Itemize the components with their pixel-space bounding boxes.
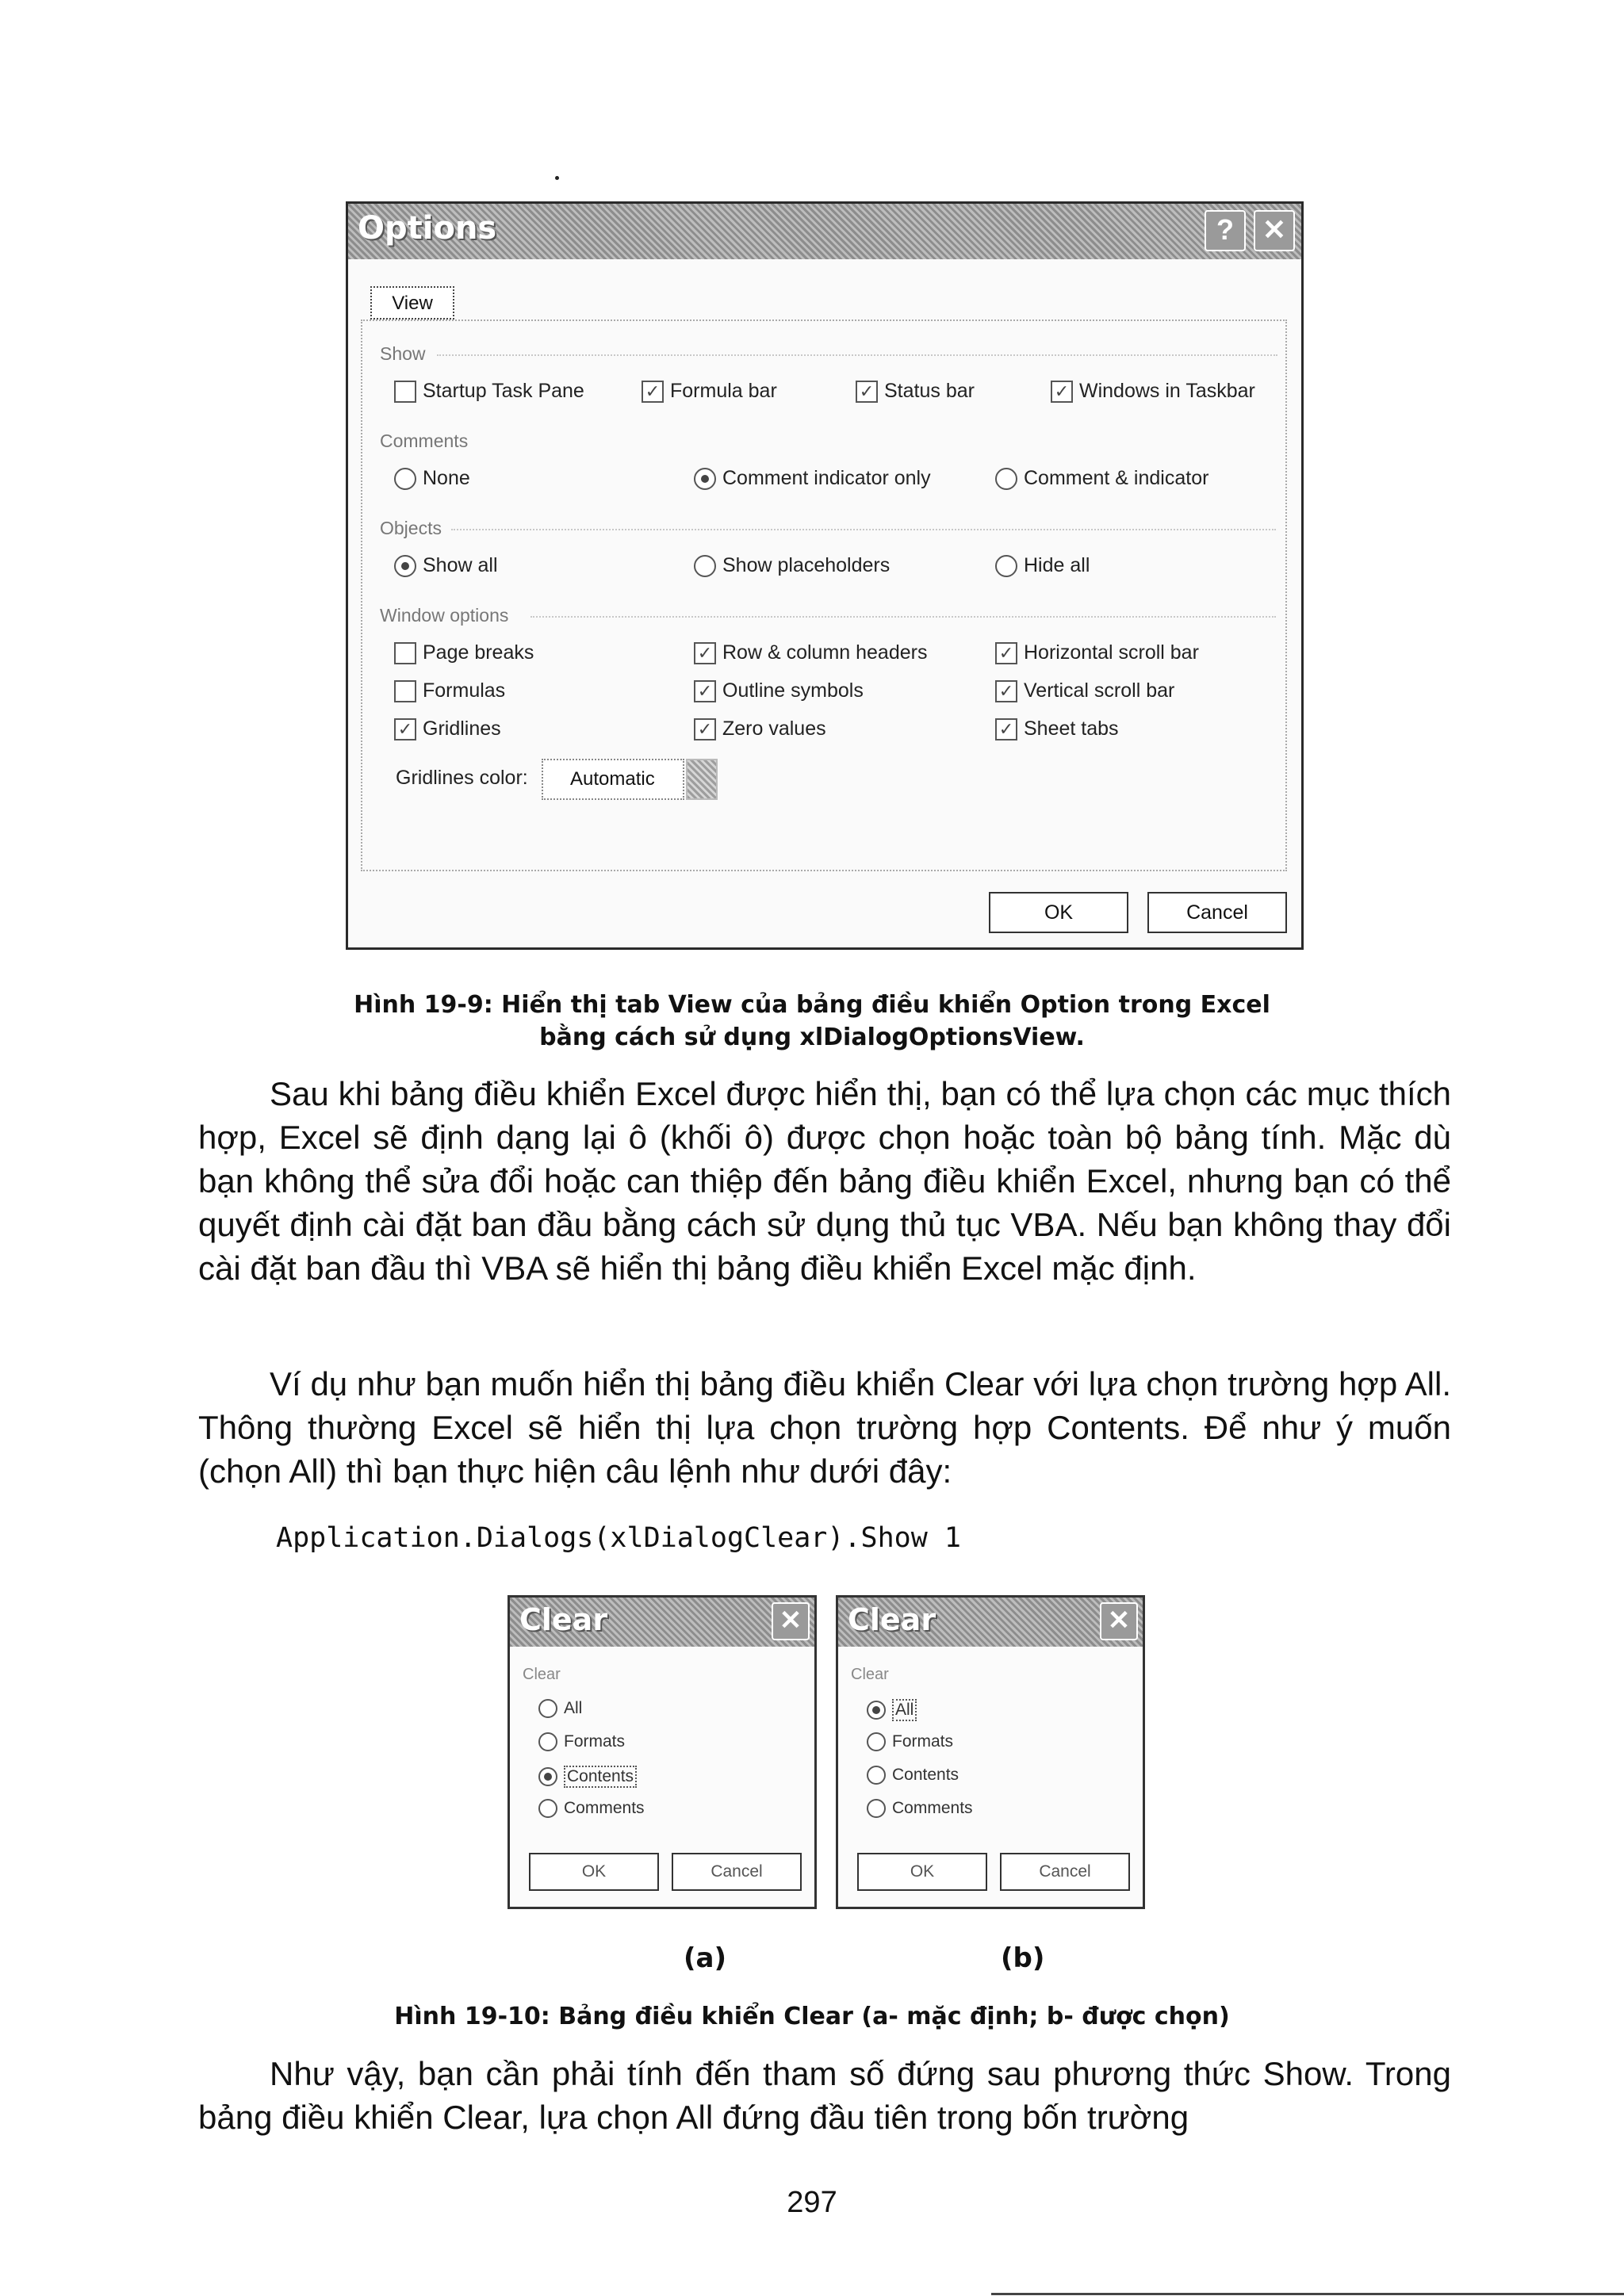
checkbox-formulas[interactable] <box>394 679 505 702</box>
radio-label: Contents <box>892 1766 959 1784</box>
radio-comments[interactable] <box>867 1799 973 1818</box>
group-objects-line <box>451 529 1276 530</box>
radio-label: Hide all <box>1024 554 1090 576</box>
radio-label: None <box>423 467 470 489</box>
radio-formats[interactable] <box>867 1732 953 1751</box>
options-dialog <box>346 201 1304 950</box>
radio-label: Show all <box>423 554 498 576</box>
clear-group-label: Clear <box>523 1666 561 1683</box>
radio-circle <box>538 1699 557 1718</box>
radio-formats[interactable] <box>538 1732 625 1751</box>
radio-label: Comments <box>564 1799 645 1817</box>
radio-circle <box>538 1732 557 1751</box>
checkbox-label: Row & column headers <box>722 641 928 664</box>
gridlines-color-label: Gridlines color: <box>396 767 528 789</box>
tab-view[interactable]: View <box>370 286 454 320</box>
checkbox-box <box>394 381 416 403</box>
radio-circle <box>394 468 416 490</box>
checkbox-status-bar[interactable] <box>856 380 975 403</box>
clear-dialog-b <box>836 1595 1145 1909</box>
radio-label: Contents <box>564 1766 637 1788</box>
checkbox-label: Horizontal scroll bar <box>1024 641 1199 664</box>
checkmark-icon: ✓ <box>394 718 416 740</box>
radio-circle <box>867 1766 886 1785</box>
checkbox-label: Status bar <box>884 380 975 402</box>
checkmark-icon: ✓ <box>642 381 664 403</box>
radio-comment-indicator-only[interactable] <box>694 467 931 490</box>
checkmark-icon: ✓ <box>995 680 1017 702</box>
radio-comments-none[interactable] <box>394 467 470 490</box>
clear-title: Clear <box>519 1602 608 1637</box>
ok-button[interactable]: OK <box>989 892 1128 933</box>
group-window-options-line <box>530 616 1276 618</box>
checkbox-label: Sheet tabs <box>1024 718 1119 740</box>
group-show-line <box>437 354 1277 356</box>
cancel-button[interactable]: Cancel <box>1147 892 1287 933</box>
group-window-options-label: Window options <box>380 605 509 626</box>
radio-circle <box>538 1767 557 1786</box>
radio-label: Formats <box>564 1732 626 1751</box>
radio-hide-all[interactable] <box>995 554 1090 577</box>
ok-button[interactable]: OK <box>857 1853 987 1891</box>
scan-edge-line <box>991 2293 1624 2295</box>
gridlines-color-select[interactable]: Automatic <box>542 759 684 800</box>
group-comments-label: Comments <box>380 430 469 451</box>
page-speck <box>555 176 559 180</box>
page-number: 297 <box>787 2186 837 2219</box>
checkmark-icon: ✓ <box>694 680 716 702</box>
checkmark-icon: ✓ <box>995 642 1017 664</box>
radio-label: Formats <box>892 1732 954 1751</box>
clear-title: Clear <box>848 1602 936 1637</box>
radio-circle <box>867 1701 886 1720</box>
checkbox-box <box>394 680 416 702</box>
paragraph-text: Như vậy, bạn cần phải tính đến tham số đứng sau phương thức Show. Trong bảng điều khiển Clear, lựa chọn All đứng đầu tiên trong bốn trường <box>198 2055 1451 2136</box>
radio-circle <box>995 555 1017 577</box>
radio-label: All <box>892 1699 917 1721</box>
cancel-button[interactable]: Cancel <box>672 1853 802 1891</box>
checkbox-page-breaks[interactable] <box>394 641 534 664</box>
clear-dialog-a <box>508 1595 817 1909</box>
clear-group-label: Clear <box>851 1666 889 1683</box>
checkmark-icon: ✓ <box>694 718 716 740</box>
close-button[interactable]: ✕ <box>1100 1602 1138 1640</box>
help-button[interactable]: ? <box>1205 210 1246 251</box>
radio-circle <box>694 468 716 490</box>
checkbox-label: Vertical scroll bar <box>1024 679 1175 702</box>
checkbox-formula-bar[interactable] <box>642 380 777 403</box>
body-paragraph-1 <box>198 1072 1451 1290</box>
radio-circle <box>995 468 1017 490</box>
label-a: (a) <box>684 1942 727 1974</box>
cancel-button[interactable]: Cancel <box>1000 1853 1130 1891</box>
group-show-label: Show <box>380 343 426 364</box>
radio-label: Comments <box>892 1799 973 1817</box>
radio-label: All <box>564 1699 583 1717</box>
radio-all[interactable] <box>538 1699 582 1718</box>
radio-label: Comment indicator only <box>722 467 931 489</box>
radio-circle <box>538 1799 557 1818</box>
clear-title-bar <box>510 1598 814 1647</box>
checkmark-icon: ✓ <box>856 381 878 403</box>
checkmark-icon: ✓ <box>1051 381 1073 403</box>
figure-caption-19-10: Hình 19-10: Bảng điều khiển Clear (a- mặc định; b- được chọn) <box>394 2003 1230 2030</box>
radio-contents[interactable] <box>867 1766 959 1785</box>
label-b: (b) <box>1001 1942 1045 1974</box>
checkbox-vertical-scroll-bar[interactable] <box>995 679 1174 702</box>
checkbox-box <box>394 642 416 664</box>
radio-comment-and-indicator[interactable] <box>995 467 1208 490</box>
checkmark-icon: ✓ <box>995 718 1017 740</box>
body-paragraph-2 <box>198 1362 1451 1493</box>
checkbox-outline-symbols[interactable] <box>694 679 864 702</box>
checkbox-label: Gridlines <box>423 718 501 740</box>
checkbox-label: Startup Task Pane <box>423 380 584 402</box>
body-paragraph-3 <box>198 2052 1451 2139</box>
radio-circle <box>867 1732 886 1751</box>
radio-comments[interactable] <box>538 1799 645 1818</box>
checkbox-startup-task-pane[interactable] <box>394 380 584 403</box>
group-objects-label: Objects <box>380 518 442 538</box>
radio-label: Show placeholders <box>722 554 891 576</box>
close-button[interactable]: ✕ <box>772 1602 810 1640</box>
paragraph-text: Ví dụ như bạn muốn hiển thị bảng điều khiển Clear với lựa chọn trường hợp All. Thông thường Excel sẽ hiển thị lựa chọn trường hợp Contents. Để như ý muốn (chọn All) thì bạn thực hiện câu lệnh như dưới đây: <box>198 1365 1451 1490</box>
radio-contents[interactable] <box>538 1766 637 1788</box>
clear-title-bar <box>838 1598 1143 1647</box>
radio-label: Comment & indicator <box>1024 467 1209 489</box>
options-title: Options <box>358 210 497 247</box>
checkbox-label: Formula bar <box>670 380 777 402</box>
checkbox-label: Windows in Taskbar <box>1079 380 1255 402</box>
checkbox-row-column-headers[interactable] <box>694 641 927 664</box>
radio-show-placeholders[interactable] <box>694 554 890 577</box>
radio-circle <box>867 1799 886 1818</box>
checkbox-horizontal-scroll-bar[interactable] <box>995 641 1199 664</box>
checkbox-label: Page breaks <box>423 641 534 664</box>
close-button[interactable]: ✕ <box>1254 210 1295 251</box>
checkbox-windows-in-taskbar[interactable] <box>1051 380 1255 403</box>
checkbox-label: Zero values <box>722 718 826 740</box>
figure-caption-19-9-line2: bằng cách sử dụng xlDialogOptionsView. <box>539 1024 1085 1051</box>
ok-button[interactable]: OK <box>529 1853 659 1891</box>
checkbox-sheet-tabs[interactable] <box>995 718 1119 740</box>
radio-show-all[interactable] <box>394 554 498 577</box>
checkbox-zero-values[interactable] <box>694 718 826 740</box>
checkbox-gridlines[interactable] <box>394 718 501 740</box>
code-line: Application.Dialogs(xlDialogClear).Show 1 <box>276 1522 961 1554</box>
dropdown-arrow-icon[interactable] <box>686 759 718 800</box>
options-title-bar <box>348 204 1301 259</box>
checkmark-icon: ✓ <box>694 642 716 664</box>
radio-circle <box>694 555 716 577</box>
checkbox-label: Formulas <box>423 679 506 702</box>
radio-all[interactable] <box>867 1699 917 1721</box>
paragraph-text: Sau khi bảng điều khiển Excel được hiển thị, bạn có thể lựa chọn các mục thích hợp, Excel sẽ định dạng lại ô (khối ô) được chọn hoặc toàn bộ bảng tính. Mặc dù bạn không thể sửa đổi hoặc can thiệp đến bảng điều khiển Excel, nhưng bạn có thể quyết định cài đặt ban đầu bằng cách sử dụng thủ tục VBA. Nếu bạn không thay đổi cài đặt ban đầu thì VBA sẽ hiển thị bảng điều khiển Excel mặc định. <box>198 1075 1451 1287</box>
figure-caption-19-9-line1: Hình 19-9: Hiển thị tab View của bảng điều khiển Option trong Excel <box>354 991 1270 1019</box>
checkbox-label: Outline symbols <box>722 679 864 702</box>
radio-circle <box>394 555 416 577</box>
